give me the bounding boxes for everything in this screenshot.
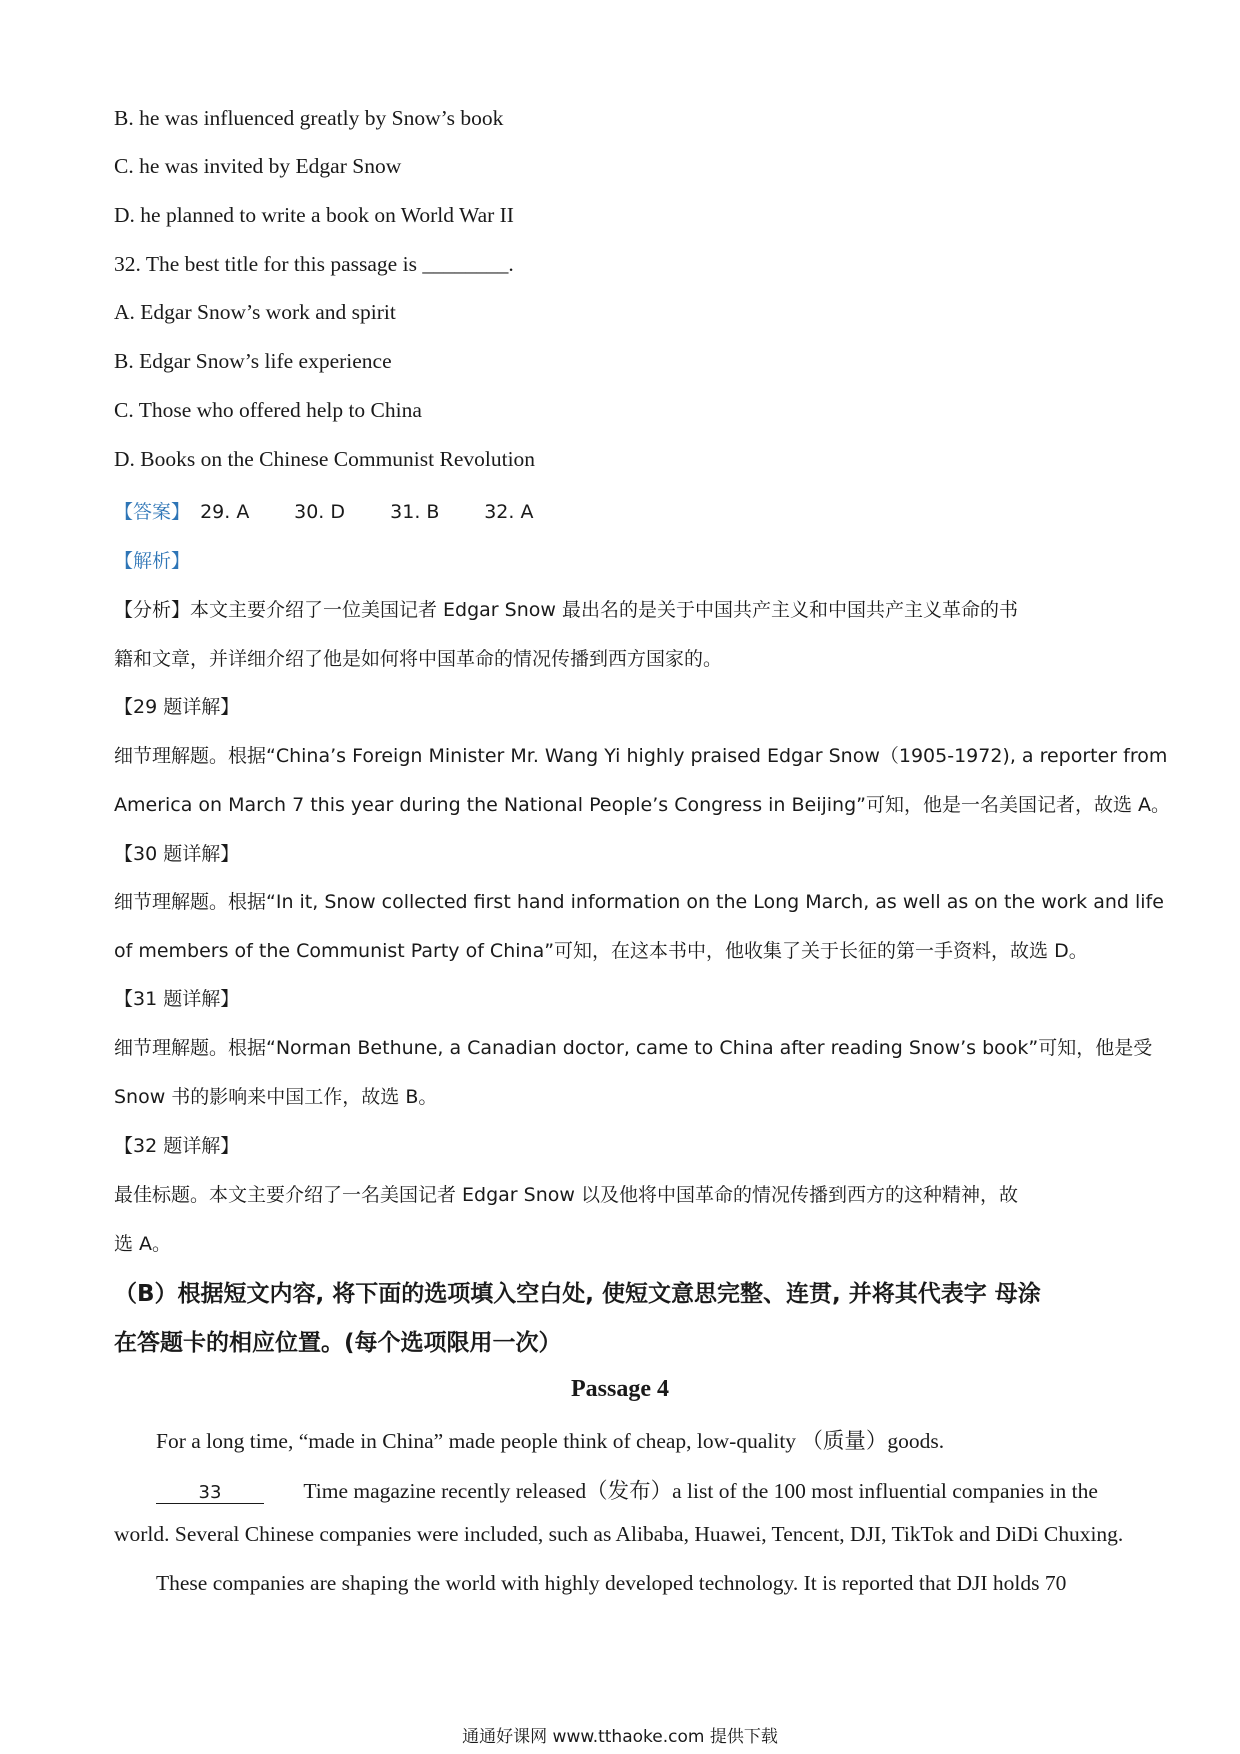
- option-32-a: A. Edgar Snow’s work and spirit: [114, 300, 396, 324]
- blank-33: 33: [156, 1482, 264, 1504]
- option-32-c: C. Those who offered help to China: [114, 398, 422, 422]
- passage-title: Passage 4: [571, 1376, 669, 1402]
- q32-detail-heading: 【32 题详解】: [114, 1135, 240, 1157]
- option-31-b: B. he was influenced greatly by Snow’s book: [114, 106, 504, 130]
- section-b-instruction-1: （B）根据短文内容, 将下面的选项填入空白处, 使短文意思完整、连贯, 并将其代表字 母涂: [114, 1281, 1041, 1307]
- question-32-stem: 32. The best title for this passage is ________.: [114, 252, 514, 276]
- section-b-instruction-2: 在答题卡的相应位置。(每个选项限用一次）: [114, 1330, 562, 1356]
- q31-line-1: 细节理解题。根据“Norman Bethune, a Canadian doctor, came to China after reading Snow’s book”可知，他是受: [114, 1037, 1153, 1059]
- q30-heading: 【30 题详解】: [114, 843, 240, 865]
- q32-detail-line-1: 最佳标题。本文主要介绍了一名美国记者 Edgar Snow 以及他将中国革命的情况传播到西方的这种精神，故: [114, 1184, 1018, 1206]
- summary-line-2: 籍和文章，并详细介绍了他是如何将中国革命的情况传播到西方国家的。: [114, 648, 723, 670]
- q32-detail-line-2: 选 A。: [114, 1233, 172, 1255]
- paragraph-2-text: Time magazine recently released（发布）a list of the 100 most influential companies in the: [303, 1479, 1098, 1503]
- passage-paragraph-2-line-2: world. Several Chinese companies were included, such as Alibaba, Huawei, Tencent, DJI, TikTok and DiDi Chuxing.: [114, 1522, 1124, 1546]
- option-32-b: B. Edgar Snow’s life experience: [114, 349, 392, 373]
- passage-paragraph-3: These companies are shaping the world with highly developed technology. It is reported that DJI holds 70: [156, 1571, 1067, 1595]
- passage-paragraph-2-line-1: [156, 1474, 1098, 1505]
- answer-30: 30. D: [294, 501, 345, 523]
- answer-32: 32. A: [484, 501, 534, 523]
- q30-line-1: 细节理解题。根据“In it, Snow collected first hand information on the Long March, as well as on the work and life: [114, 891, 1164, 913]
- analysis-label: 【解析】: [114, 550, 191, 572]
- passage-paragraph-1: For a long time, “made in China” made people think of cheap, low-quality （质量）goods.: [156, 1429, 945, 1453]
- q29-line-2: America on March 7 this year during the National People’s Congress in Beijing”可知，他是一名美国记者，故选 A。: [114, 794, 1171, 816]
- option-31-c: C. he was invited by Edgar Snow: [114, 154, 402, 178]
- q30-line-2: of members of the Communist Party of China”可知，在这本书中，他收集了关于长征的第一手资料，故选 D。: [114, 940, 1088, 962]
- q29-line-1: 细节理解题。根据“China’s Foreign Minister Mr. Wang Yi highly praised Edgar Snow（1905-1972), a reporter from: [114, 745, 1168, 767]
- q31-heading: 【31 题详解】: [114, 988, 240, 1010]
- answer-31: 31. B: [390, 501, 440, 523]
- answer-line: [114, 497, 533, 524]
- summary-line-1: 【分析】本文主要介绍了一位美国记者 Edgar Snow 最出名的是关于中国共产主义和中国共产主义革命的书: [114, 599, 1018, 621]
- option-31-d: D. he planned to write a book on World War II: [114, 203, 514, 227]
- option-32-d: D. Books on the Chinese Communist Revolution: [114, 447, 536, 471]
- answer-29: 29. A: [200, 501, 250, 523]
- page-footer: 通通好课网 www.tthaoke.com 提供下载: [462, 1727, 778, 1747]
- q29-heading: 【29 题详解】: [114, 696, 240, 718]
- answer-label: 【答案】: [114, 501, 191, 523]
- q31-line-2: Snow 书的影响来中国工作，故选 B。: [114, 1086, 438, 1108]
